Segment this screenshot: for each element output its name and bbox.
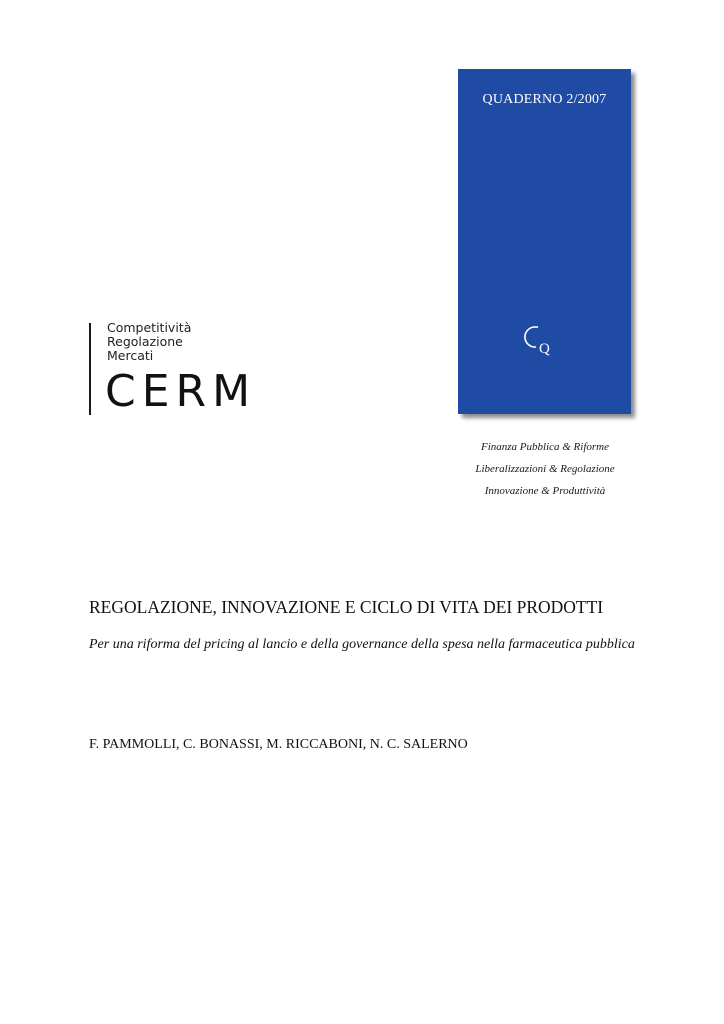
logo-tagline-line: Competitività [107,320,192,335]
logo-divider-bar [89,323,91,415]
quaderno-number: QUADERNO 2/2007 [482,92,607,107]
logo-tagline [107,321,191,363]
cq-mark-icon [522,323,562,357]
logo-tagline-line: Regolazione [107,334,183,349]
series-item: Finanza Pubblica & Riforme [480,441,609,453]
logo-wordmark: CERM [105,366,257,417]
document-subtitle: Per una riforma del pricing al lancio e della governance della spesa nella farmaceutica pubblica [89,637,635,652]
series-list [440,436,650,502]
quaderno-panel [458,69,631,414]
svg-text:Q: Q [539,341,550,357]
cerm-logo [89,320,289,417]
series-item: Innovazione & Produttività [484,485,606,497]
document-title: REGOLAZIONE, INNOVAZIONE E CICLO DI VITA DEI PRODOTTI [89,597,604,617]
document-authors: F. PAMMOLLI, C. BONASSI, M. RICCABONI, N. C. SALERNO [89,737,468,752]
logo-tagline-line: Mercati [107,348,154,363]
series-item: Liberalizzazioni & Regolazione [475,463,615,475]
